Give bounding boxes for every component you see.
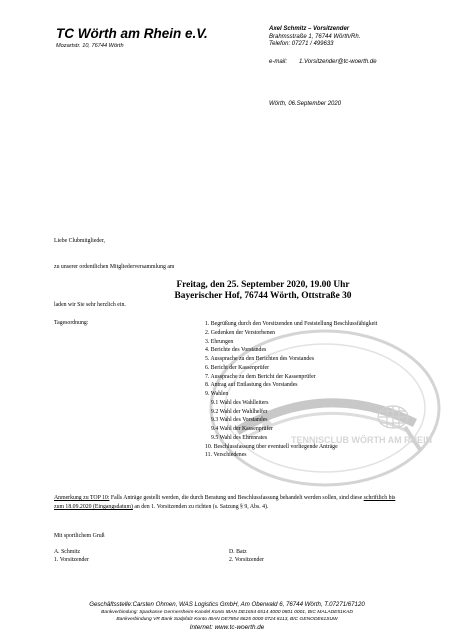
email-line <box>269 59 377 65</box>
agenda-item: 8. Antrag auf Entlastung des Vorstandes <box>205 382 298 389</box>
agenda-label: Tagesordnung: <box>54 320 89 326</box>
footer-website-link[interactable]: Internet: www.tc-woerth.de <box>189 624 265 631</box>
sender-phone: Telefon: 07271 / 499633 <box>269 41 334 48</box>
agenda-item: 6. Bericht der Kassenprüfer <box>205 364 270 371</box>
agenda-subitem: 9.1 Wahl des Wahlleiters <box>211 399 269 406</box>
agenda-subitem: 9.4 Wahl der Kassenprüfer <box>211 426 273 432</box>
agenda-subitem: 9.2 Wahl der Wahlhelfer <box>211 408 268 415</box>
agenda-subitem: 9.5 Wahl des Ehrenrates <box>211 434 268 441</box>
agenda-item: 2. Gedenken der Verstorbenen <box>205 329 276 336</box>
agenda-item: 9. Wahlen <box>205 391 229 397</box>
signature-role: 2. Vorsitzender <box>229 557 264 563</box>
signature-first-chair <box>54 548 89 564</box>
footer-bank-1: Bankverbindung: Sparkasse Germersheim-Kandel Konto IBAN DE1654 6514 4000 0801 0001, BIC MALADE51KAD <box>101 610 353 615</box>
event-location: Bayerischer Hof, 76744 Wörth, Ottstraße 30 <box>174 291 352 301</box>
sender-block <box>269 26 360 49</box>
sender-name: Axel Schmitz – Vorsitzender <box>269 26 350 32</box>
agenda-list <box>205 320 377 460</box>
top10-note <box>54 494 400 512</box>
signature-name: D. Batz <box>229 549 247 555</box>
agenda-item: 10. Beschlussfassung über eventuell vorliegende Anträge <box>205 443 338 450</box>
agenda-item: 1. Begrüßung durch den Vorsitzenden und Feststellung Beschlussfähigkeit <box>205 321 378 327</box>
signature-role: 1. Vorsitzender <box>54 557 89 563</box>
invite-text: laden wir Sie sehr herzlich ein. <box>54 302 126 308</box>
email-link[interactable]: 1.Vorsitzender@tc-woerth.de <box>299 59 377 65</box>
email-label: e-mail: <box>269 59 288 65</box>
watermark-text: TENNISCLUB WÖRTH AM RHEIN <box>291 435 433 445</box>
club-address: Mozartstr. 10, 76744 Wörth <box>56 43 124 49</box>
agenda-item: 4. Berichte des Vorstandes <box>205 347 267 354</box>
agenda-item: 5. Aussprache zu den Berichten des Vorstandes <box>205 356 315 362</box>
event-date: Freitag, den 25. September 2020, 19.00 Uhr <box>176 280 350 290</box>
agenda-item: 3. Ehrungen <box>205 338 234 345</box>
signature-name: A. Schmitz <box>54 549 81 555</box>
agenda-item: 7. Aussprache zu dem Bericht der Kassenprüfer <box>205 373 316 380</box>
club-name: TC Wörth am Rhein e.V. <box>56 26 208 41</box>
signature-second-chair <box>229 548 264 564</box>
note-text: Falls Anträge gestellt werden, die durch Beratung und Beschlussfassung behandelt werden sollen, sind diese <box>109 495 364 501</box>
note-deadline: schriftlich bis zum 18.09.2020 (Eingangsdatum) <box>54 495 396 510</box>
note-text-end: an den 1. Vorsitzenden zu richten (s. Satzung § 9, Abs. 4). <box>132 504 269 510</box>
letter-date: Wörth, 06.September 2020 <box>269 101 342 107</box>
agenda-item: 11. Verschiedenes <box>205 452 247 459</box>
intro-text: zu unserer ordentlichen Mitgliederversammlung am <box>54 264 175 270</box>
salutation: Liebe Clubmitglieder, <box>54 238 105 244</box>
closing: Mit sportlichem Gruß <box>54 533 105 539</box>
agenda-subitem: 9.3 Wahl des Vorstandes <box>211 417 268 424</box>
footer-office: Geschäftsstelle:Carsten Ohmen, WAS Logistics GmbH, Am Oberwald 6, 76744 Wörth, T.07271/67120 <box>89 601 365 608</box>
note-label: Anmerkung zu TOP 10: <box>54 495 110 501</box>
sender-street: Brahmsstraße 1, 76744 Wörth/Rh. <box>269 33 361 40</box>
footer-bank-2: Bankverbindung VR Bank Südpfalz Konto IBAN DE7854 8625 0000 0724 8113, BIC GENODE61SUW <box>116 617 338 622</box>
